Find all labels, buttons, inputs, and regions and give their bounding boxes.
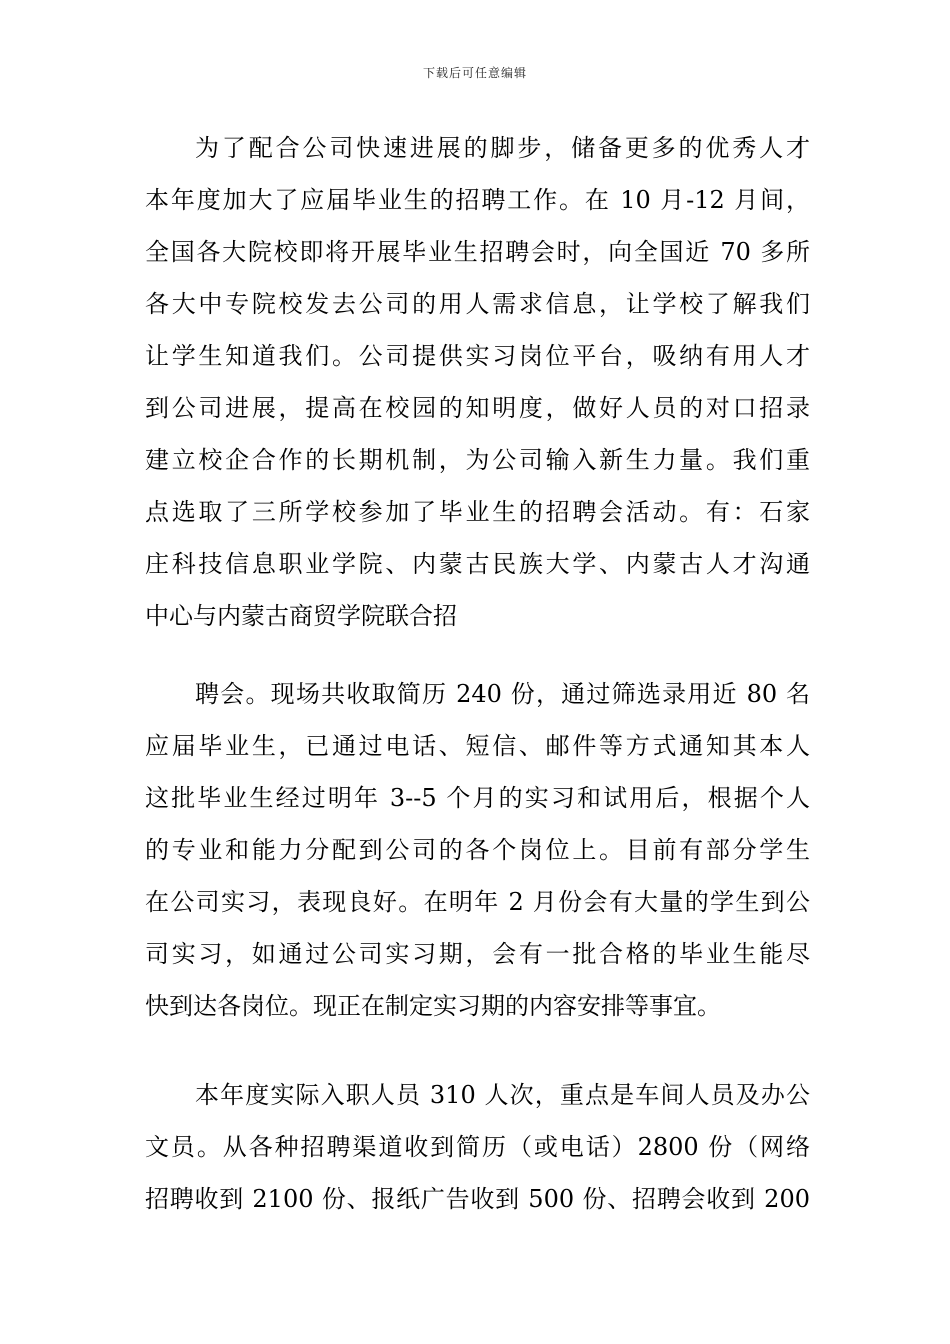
paragraph-1 [145, 122, 810, 642]
paragraph-line: 本年度实际入职人员 310 人次，重点是车间人员及办公 [195, 1081, 810, 1109]
paragraph-line: 在公司实习，表现良好。在明年 2 月份会有大量的学生到公 [145, 888, 810, 916]
paragraph-line: 让学生知道我们。公司提供实习岗位平台，吸纳有用人才 [145, 342, 810, 370]
paragraph-line: 建立校企合作的长期机制，为公司输入新生力量。我们重 [145, 446, 810, 474]
paragraph-line: 这批毕业生经过明年 3--5 个月的实习和试用后，根据个人 [145, 784, 810, 812]
paragraph-line: 庄科技信息职业学院、内蒙古民族大学、内蒙古人才沟通 [145, 550, 810, 578]
paragraph-line: 司实习，如通过公司实习期，会有一批合格的毕业生能尽 [145, 940, 810, 968]
paragraph-line: 到公司进展，提高在校园的知明度，做好人员的对口招录 [145, 394, 810, 422]
paragraph-2 [145, 668, 810, 1032]
paragraph-line: 文员。从各种招聘渠道收到简历（或电话）2800 份（网络 [145, 1133, 810, 1161]
paragraph-line: 招聘收到 2100 份、报纸广告收到 500 份、招聘会收到 200 [145, 1185, 810, 1213]
paragraph-3 [145, 1069, 810, 1225]
paragraph-line: 应届毕业生，已通过电话、短信、邮件等方式通知其本人 [145, 732, 810, 760]
paragraph-line: 聘会。现场共收取简历 240 份，通过筛选录用近 80 名 [195, 680, 810, 708]
paragraph-line: 点选取了三所学校参加了毕业生的招聘会活动。有：石家 [145, 498, 810, 526]
paragraph-line: 快到达各岗位。现正在制定实习期的内容安排等事宜。 [145, 992, 721, 1020]
page-header-note: 下载后可任意编辑 [422, 66, 527, 80]
paragraph-line: 为了配合公司快速进展的脚步，储备更多的优秀人才 [195, 134, 810, 162]
paragraph-line: 各大中专院校发去公司的用人需求信息，让学校了解我们 [145, 290, 810, 318]
paragraph-line: 全国各大院校即将开展毕业生招聘会时，向全国近 70 多所 [145, 238, 810, 266]
paragraph-line: 的专业和能力分配到公司的各个岗位上。目前有部分学生 [145, 836, 810, 864]
paragraph-line: 本年度加大了应届毕业生的招聘工作。在 10 月-12 月间， [145, 186, 810, 214]
paragraph-line: 中心与内蒙古商贸学院联合招 [145, 602, 457, 630]
